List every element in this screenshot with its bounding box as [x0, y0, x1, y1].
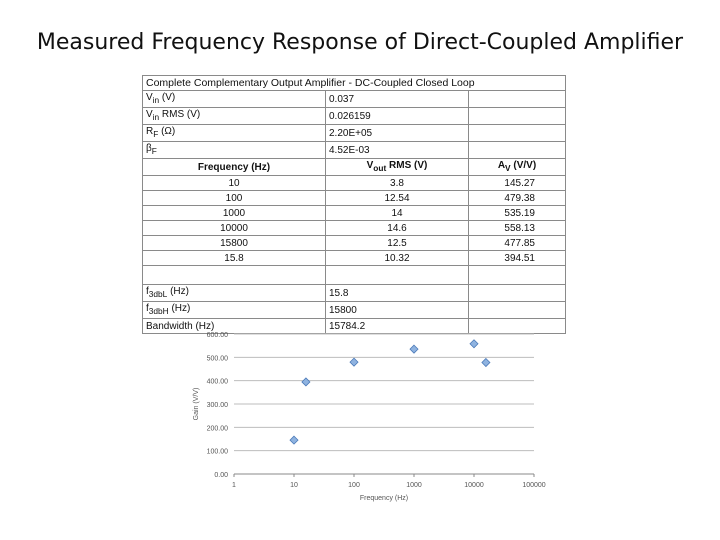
param-row: [143, 125, 566, 142]
data-point: [470, 340, 478, 348]
param-label: $V_{in}$ (V): [143, 91, 326, 108]
result-label: $f_{3dbH}$ (Hz): [143, 302, 326, 319]
table-row: [143, 251, 566, 266]
y-tick-label: 300.00: [206, 402, 228, 409]
param-label: $R_F$ (Ω): [143, 125, 326, 142]
x-tick-label: 1: [232, 482, 236, 489]
param-row: [143, 142, 566, 159]
cell-vout: 3.8: [326, 176, 469, 191]
data-point: [290, 436, 298, 444]
header-row: [143, 159, 566, 176]
table-row: [143, 221, 566, 236]
result-value: 15800: [326, 302, 469, 319]
cell-frequency: 10: [143, 176, 326, 191]
cell-vout: 10.32: [326, 251, 469, 266]
y-tick-label: 500.00: [206, 355, 228, 363]
table-row: [143, 236, 566, 251]
cell-frequency: 15.8: [143, 251, 326, 266]
param-value: 2.20E+05: [326, 125, 469, 142]
blank-row: [143, 266, 566, 285]
cell-gain: 558.13: [469, 221, 566, 236]
y-tick-label: 600.00: [206, 332, 228, 339]
cell-vout: 12.5: [326, 236, 469, 251]
header-vout: $V_{out}$ RMS (V): [326, 159, 469, 176]
y-tick-label: 400.00: [206, 378, 228, 386]
param-label: $\beta_F$: [143, 142, 326, 159]
cell-gain: 477.85: [469, 236, 566, 251]
x-tick-label: 100: [348, 482, 360, 489]
y-tick-label: 200.00: [206, 425, 228, 433]
param-row: [143, 91, 566, 108]
result-label: $f_{3dbL}$ (Hz): [143, 285, 326, 302]
data-point: [302, 378, 310, 386]
slide-title: Measured Frequency Response of Direct-Coupled Amplifier: [36, 30, 684, 55]
param-value: 0.037: [326, 91, 469, 108]
cell-gain: 145.27: [469, 176, 566, 191]
result-value: 15784.2: [326, 319, 469, 334]
result-label: Bandwidth (Hz): [143, 319, 326, 334]
y-axis-label: Gain (V/V): [193, 387, 200, 421]
x-tick-label: 100000: [522, 482, 546, 489]
results-table: [142, 75, 566, 334]
x-axis-label: Frequency (Hz): [359, 495, 409, 502]
param-label: $V_{in}$ RMS (V): [143, 108, 326, 125]
result-row: [143, 285, 566, 302]
cell-gain: 479.38: [469, 191, 566, 206]
x-tick-label: 10: [290, 482, 298, 489]
cell-gain: 394.51: [469, 251, 566, 266]
cell-frequency: 100: [143, 191, 326, 206]
param-value: 4.52E-03: [326, 142, 469, 159]
y-tick-label: 0.00: [214, 472, 228, 479]
result-row: [143, 302, 566, 319]
x-tick-label: 1000: [406, 482, 422, 489]
cell-frequency: 10000: [143, 221, 326, 236]
cell-frequency: 1000: [143, 206, 326, 221]
param-value: 0.026159: [326, 108, 469, 125]
table-row: [143, 206, 566, 221]
table-row: [143, 176, 566, 191]
table-row: [143, 191, 566, 206]
cell-vout: 14.6: [326, 221, 469, 236]
cell-gain: 535.19: [469, 206, 566, 221]
table-title: Complete Complementary Output Amplifier - DC-Coupled Closed Loop: [143, 76, 566, 91]
cell-frequency: 15800: [143, 236, 326, 251]
data-point: [350, 358, 358, 366]
gain-scatter-chart: [180, 322, 560, 507]
header-frequency: Frequency (Hz): [143, 159, 326, 176]
result-value: 15.8: [326, 285, 469, 302]
cell-vout: 14: [326, 206, 469, 221]
x-tick-label: 10000: [464, 482, 484, 489]
cell-vout: 12.54: [326, 191, 469, 206]
data-point: [410, 345, 418, 353]
header-gain: $A_V$ (V/V): [469, 159, 566, 176]
param-row: [143, 108, 566, 125]
data-point: [482, 359, 490, 367]
y-tick-label: 100.00: [206, 448, 228, 456]
